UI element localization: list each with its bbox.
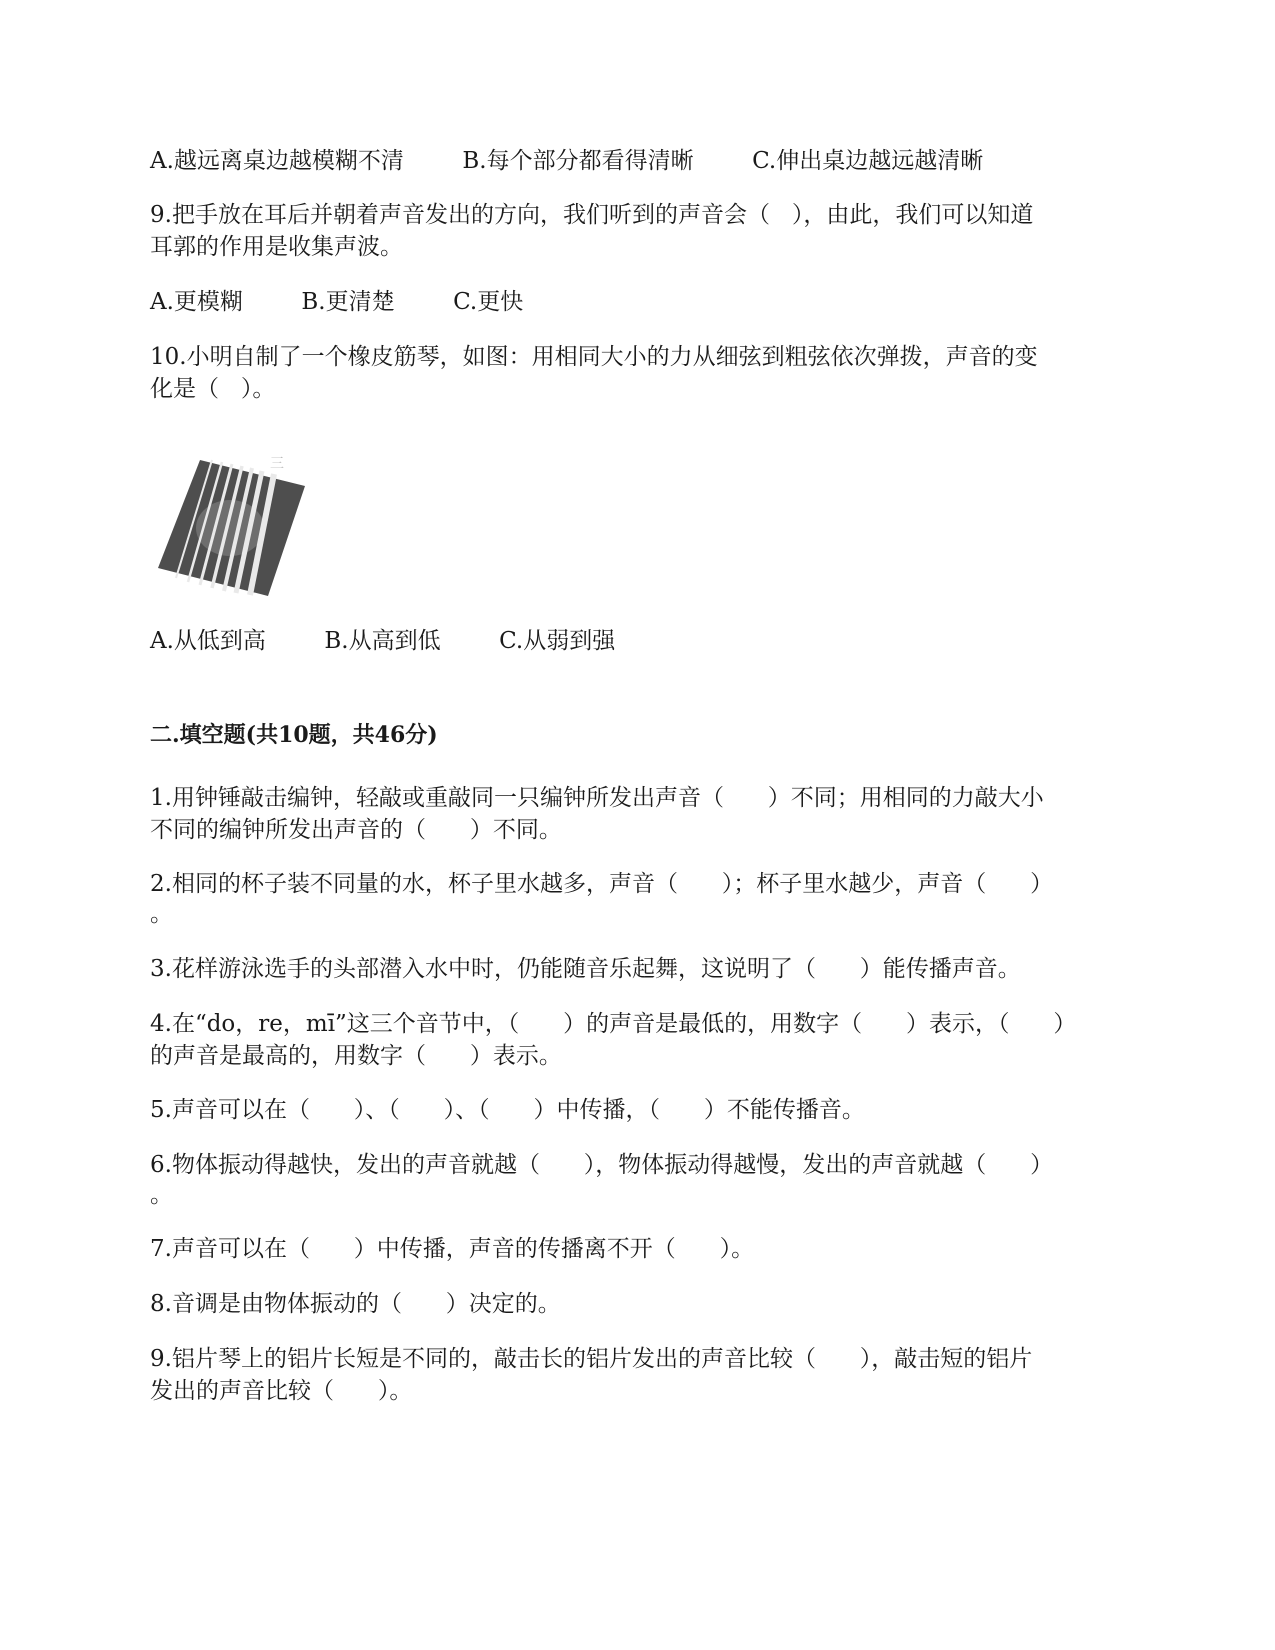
fill-question-1-line-2: 不同的编钟所发出声音的（ ）不同。 [150,817,562,843]
fill-question-4-line-1: 4.在“do，re，mī”这三个音节中，（ ）的声音是最低的，用数字（ ）表示，（ ） [150,1011,1077,1037]
fill-question-2-line-2: 。 [150,901,173,927]
figure-corner-text: 三 [270,456,284,472]
fill-question-6-line-1: 6.物体振动得越快，发出的声音就越（ ），物体振动得越慢，发出的声音就越（ ） [150,1152,1054,1178]
rubber-band-guitar-figure [150,448,310,598]
question-10-options: A.从低到高 B.从高到低 C.从弱到强 [150,628,616,654]
fill-question-9-line-2: 发出的声音比较（ ）。 [150,1378,413,1404]
fill-question-9-line-1: 9.铝片琴上的铝片长短是不同的，敲击长的铝片发出的声音比较（ ），敲击短的铝片 [150,1346,1033,1372]
fill-question-4-line-2: 的声音是最高的，用数字（ ）表示。 [150,1043,562,1069]
question-9-options: A.更模糊 B.更清楚 C.更快 [150,289,524,315]
fill-question-6-line-2: 。 [150,1182,173,1208]
fill-question-3-line-1: 3.花样游泳选手的头部潜入水中时，仍能随音乐起舞，这说明了（ ）能传播声音。 [150,956,1021,982]
prev-question-options: A.越远离桌边越模糊不清 B.每个部分都看得清晰 C.伸出桌边越远越清晰 [150,148,984,174]
section-2-heading: 二.填空题(共10题，共46分) [150,722,438,748]
question-9-line-1: 9.把手放在耳后并朝着声音发出的方向，我们听到的声音会（ ），由此，我们可以知道 [150,202,1034,228]
fill-question-7-line-1: 7.声音可以在（ ）中传播，声音的传播离不开（ ）。 [150,1236,755,1262]
question-10-line-1: 10.小明自制了一个橡皮筋琴，如图：用相同大小的力从细弦到粗弦依次弹拨，声音的变 [150,344,1038,370]
fill-question-1-line-1: 1.用钟锤敲击编钟，轻敲或重敲同一只编钟所发出声音（ ）不同；用相同的力敲大小 [150,785,1044,811]
fill-question-5-line-1: 5.声音可以在（ ）、（ ）、（ ）中传播，（ ）不能传播音。 [150,1097,865,1123]
fill-question-8-line-1: 8.音调是由物体振动的（ ）决定的。 [150,1291,561,1317]
question-10-line-2: 化是（ ）。 [150,376,276,402]
question-9-line-2: 耳郭的作用是收集声波。 [150,234,403,260]
fill-question-2-line-1: 2.相同的杯子装不同量的水，杯子里水越多，声音（ ）；杯子里水越少，声音（ ） [150,871,1054,897]
